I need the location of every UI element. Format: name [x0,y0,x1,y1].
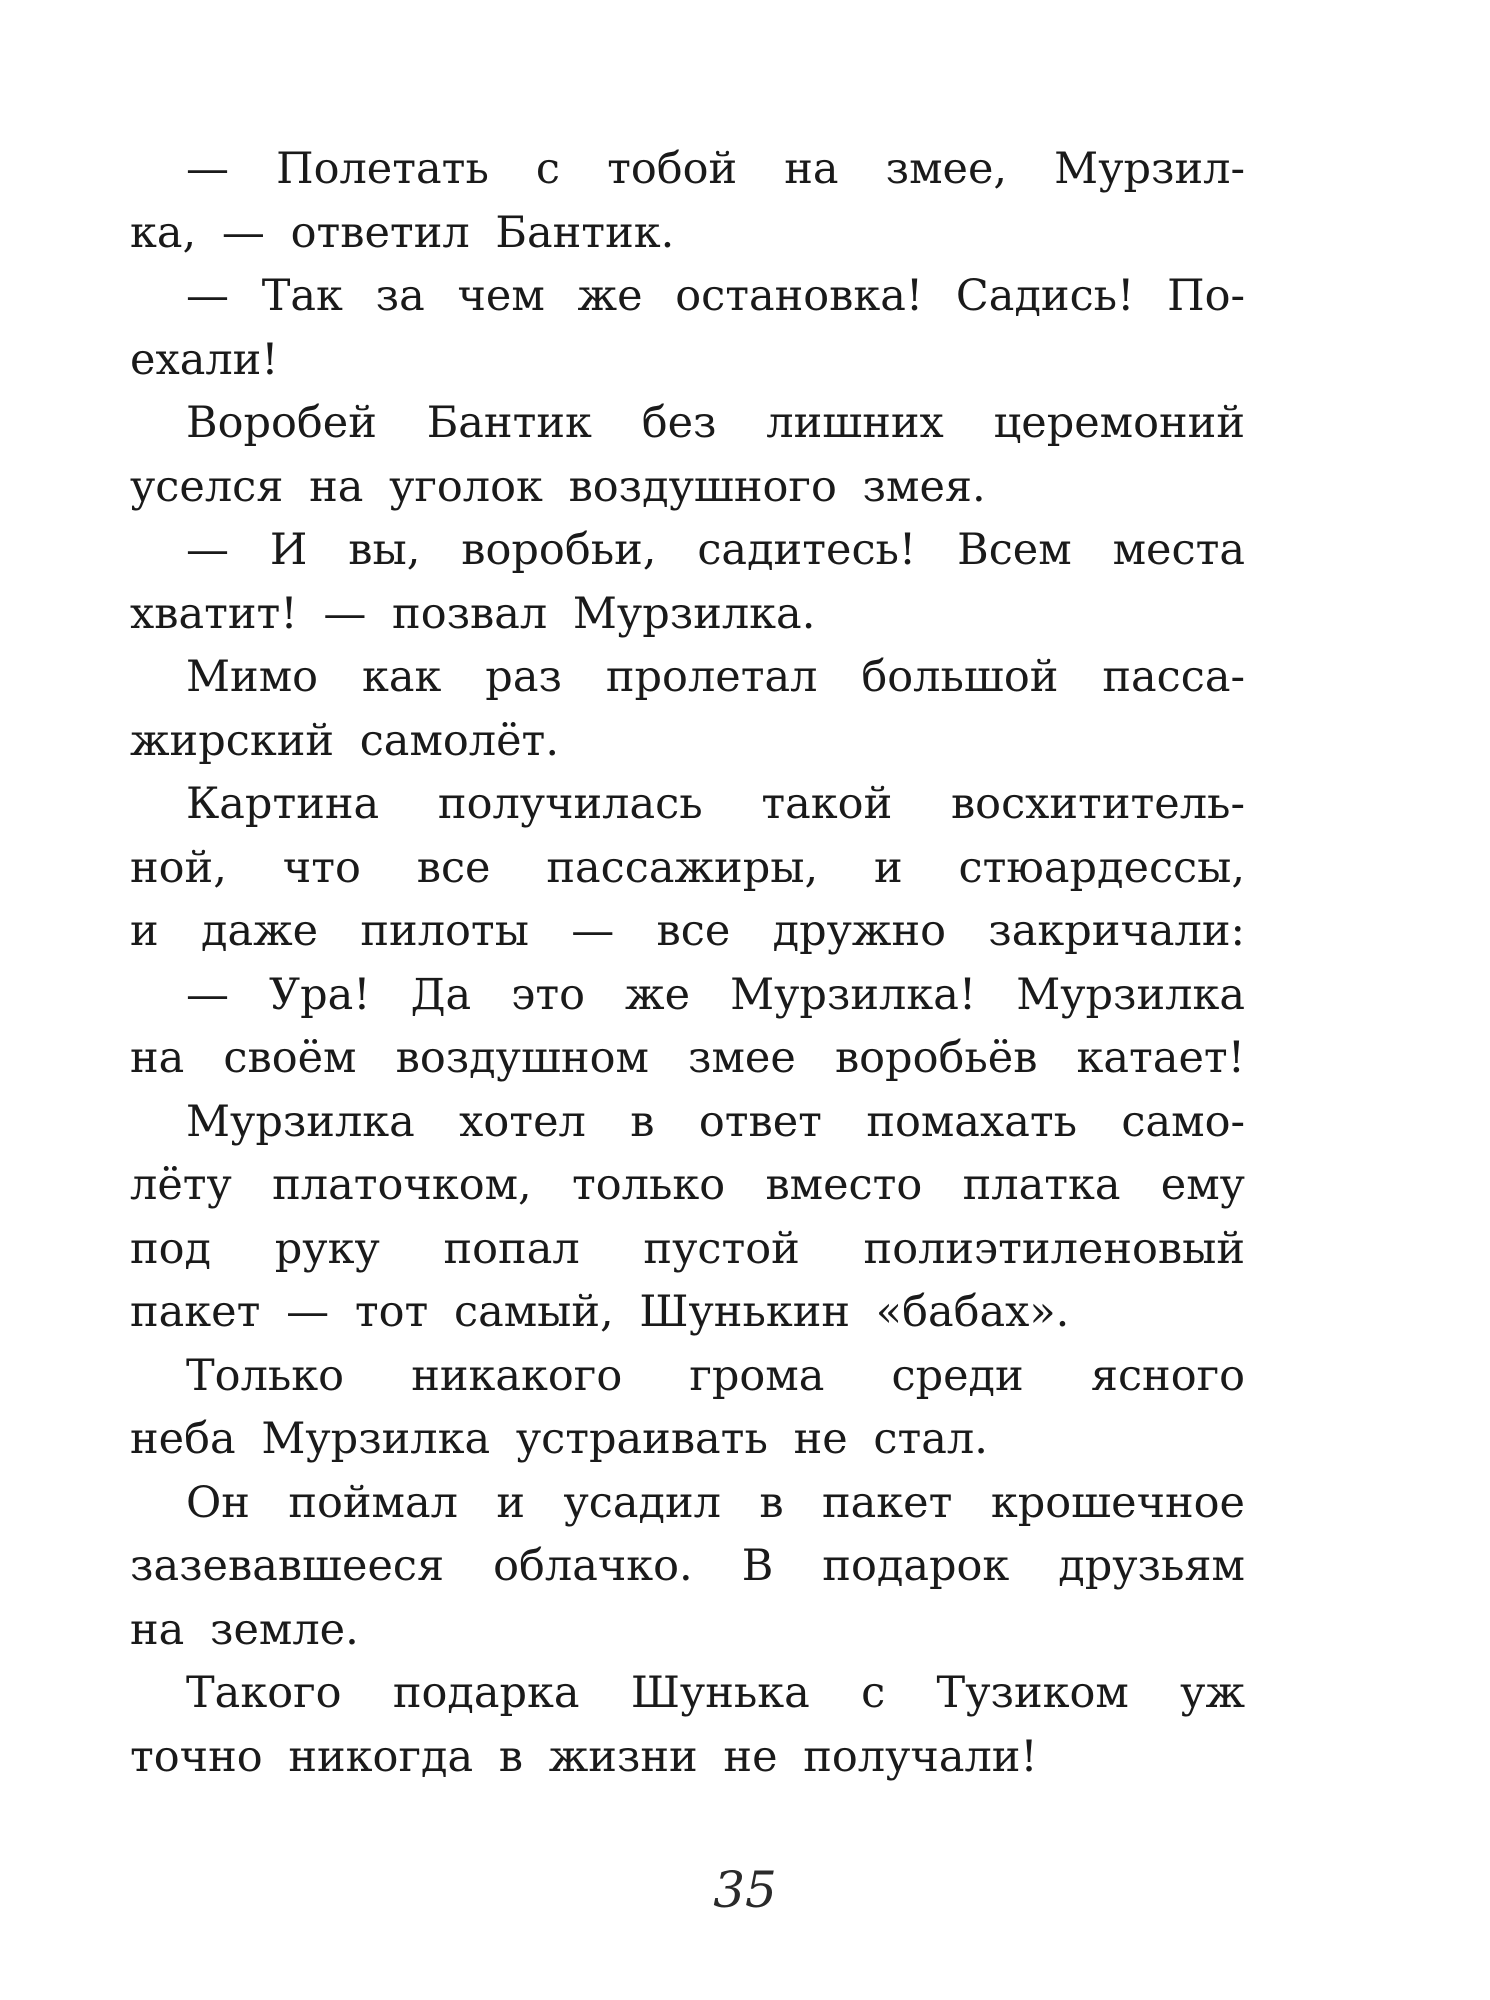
text-line: уселся на уголок воздушного змея. [130,461,986,512]
text-line: ехали! [130,334,279,385]
text-line: Воробей Бантик без лишних церемоний [186,398,1245,448]
text-line: Такого подарка Шунька с Тузиком уж [186,1668,1245,1718]
text-line: и даже пилоты — все дружно закричали: [130,906,1245,956]
text-line: жирский самолёт. [130,715,560,766]
text-line: зазевавшееся облачко. В подарок друзьям [130,1541,1245,1591]
text-line: Картина получилась такой восхититель- [186,779,1245,829]
text-line: — И вы, воробьи, садитесь! Всем места [186,525,1245,575]
text-line: под руку попал пустой полиэтиленовый [130,1223,1245,1274]
text-line: пакет — тот самый, Шунькин «бабах». [130,1287,1070,1337]
text-line: на своём воздушном змее воробьёв катает! [130,1033,1245,1083]
text-line: точно никогда в жизни не получали! [130,1731,1038,1782]
text-line: — Ура! Да это же Мурзилка! Мурзилка [186,969,1245,1020]
text-line: Он поймал и усадил в пакет крошечное [186,1477,1245,1528]
text-line: Мимо как раз пролетал большой пасса- [186,652,1245,702]
text-line: неба Мурзилка устраивать не стал. [130,1414,988,1464]
text-line: лёту платочком, только вместо платка ему [130,1160,1245,1210]
text-line: ка, — ответил Бантик. [130,207,675,258]
text-line: — Полетать с тобой на змее, Мурзил- [186,144,1245,194]
text-line: на земле. [130,1604,359,1655]
text-line: Только никакого грома среди ясного [186,1350,1245,1401]
page-number: 35 [713,1861,777,1919]
text-line: хватит! — позвал Мурзилка. [130,588,816,639]
text-line: Мурзилка хотел в ответ помахать само- [186,1096,1245,1147]
text-line: — Так за чем же остановка! Садись! По- [186,271,1245,321]
body-text [130,138,1245,1789]
text-line: ной, что все пассажиры, и стюардессы, [130,842,1245,893]
